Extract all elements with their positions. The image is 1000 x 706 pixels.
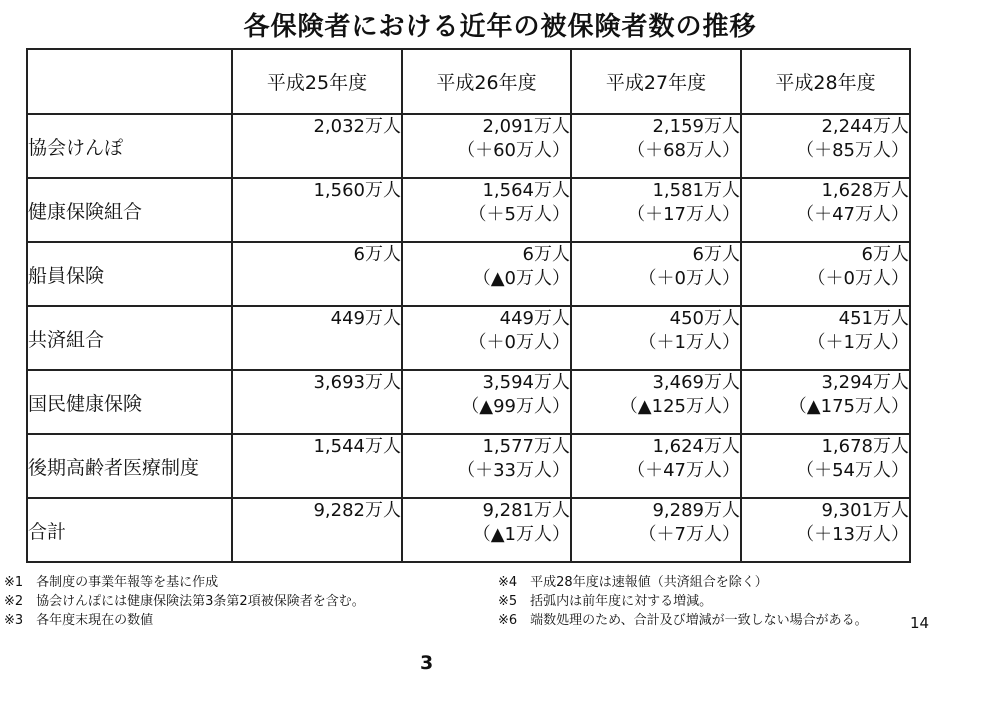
table-cell: [571, 114, 741, 178]
cell-change: （＋1万人）: [638, 332, 740, 353]
table-cell: [402, 114, 571, 178]
header-corner-cell: [27, 49, 232, 114]
cell-value: 2,091万人: [482, 116, 570, 137]
cell-change: （＋7万人）: [638, 524, 740, 545]
cell-change: （＋47万人）: [627, 460, 740, 481]
table-cell: [741, 178, 910, 242]
cell-value: 6万人: [522, 244, 570, 265]
cell-value: 1,624万人: [652, 436, 740, 457]
table-cell: [232, 434, 402, 498]
table-cell: [402, 178, 571, 242]
cell-value: 1,560万人: [313, 180, 401, 201]
cell-value: 1,544万人: [313, 436, 401, 457]
cell-value: 6万人: [692, 244, 740, 265]
note-3: ※3 各年度末現在の数値: [4, 613, 154, 628]
table-row: [27, 242, 910, 306]
cell-value: 3,469万人: [652, 372, 740, 393]
cell-change: （＋33万人）: [457, 460, 570, 481]
cell-value: 451万人: [838, 308, 909, 329]
note-4: ※4 平成28年度は速報値（共済組合を除く）: [498, 575, 768, 590]
note-6: ※6 端数処理のため、合計及び増減が一致しない場合がある。: [498, 613, 868, 628]
cell-value: 9,289万人: [652, 500, 740, 521]
cell-value: 2,244万人: [821, 116, 909, 137]
cell-value: 1,581万人: [652, 180, 740, 201]
table-cell: [232, 498, 402, 562]
cell-change: （▲125万人）: [619, 396, 740, 417]
table-cell: [232, 370, 402, 434]
table-cell: [741, 434, 910, 498]
cell-value: 6万人: [861, 244, 909, 265]
table-cell: [571, 434, 741, 498]
table-row: [27, 498, 910, 562]
cell-value: 1,628万人: [821, 180, 909, 201]
cell-change: （＋68万人）: [627, 140, 740, 161]
table-cell: [402, 306, 571, 370]
cell-value: 3,294万人: [821, 372, 909, 393]
table-cell: [232, 306, 402, 370]
page-number: 3: [420, 652, 434, 674]
note-5: ※5 括弧内は前年度に対する増減。: [498, 594, 713, 609]
table-cell: [402, 370, 571, 434]
header-year: 平成27年度: [571, 49, 741, 114]
cell-change: （▲175万人）: [788, 396, 909, 417]
cell-value: 3,693万人: [313, 372, 401, 393]
note-1: ※1 各制度の事業年報等を基に作成: [4, 575, 219, 590]
table-cell: [571, 178, 741, 242]
table-cell: [232, 178, 402, 242]
header-year: 平成26年度: [402, 49, 571, 114]
cell-change: （＋0万人）: [468, 332, 570, 353]
table-cell: [232, 114, 402, 178]
cell-change: （＋60万人）: [457, 140, 570, 161]
cell-value: 1,678万人: [821, 436, 909, 457]
row-label: 船員保険: [27, 242, 232, 306]
cell-value: 2,159万人: [652, 116, 740, 137]
table-row: [27, 434, 910, 498]
table-cell: [571, 370, 741, 434]
table-cell: [232, 242, 402, 306]
cell-value: 1,564万人: [482, 180, 570, 201]
cell-change: （＋0万人）: [638, 268, 740, 289]
table-cell: [741, 306, 910, 370]
cell-value: 1,577万人: [482, 436, 570, 457]
table-cell: [741, 370, 910, 434]
note-2: ※2 協会けんぽには健康保険法第3条第2項被保険者を含む。: [4, 594, 365, 609]
cell-change: （＋13万人）: [796, 524, 909, 545]
row-label: 健康保険組合: [27, 178, 232, 242]
cell-value: 9,281万人: [482, 500, 570, 521]
table-cell: [741, 242, 910, 306]
cell-change: （＋1万人）: [807, 332, 909, 353]
cell-change: （＋47万人）: [796, 204, 909, 225]
table-cell: [402, 498, 571, 562]
cell-change: （＋85万人）: [796, 140, 909, 161]
insured-count-table: [26, 48, 911, 563]
cell-value: 2,032万人: [313, 116, 401, 137]
cell-value: 6万人: [353, 244, 401, 265]
cell-value: 9,282万人: [313, 500, 401, 521]
cell-change: （＋17万人）: [627, 204, 740, 225]
cell-change: （＋0万人）: [807, 268, 909, 289]
table-row: [27, 114, 910, 178]
cell-value: 450万人: [669, 308, 740, 329]
page-title: 各保険者における近年の被保険者数の推移: [243, 12, 757, 42]
table-cell: [402, 434, 571, 498]
row-label: 国民健康保険: [27, 370, 232, 434]
table-cell: [571, 306, 741, 370]
cell-value: 449万人: [499, 308, 570, 329]
table-cell: [402, 242, 571, 306]
cell-change: （＋54万人）: [796, 460, 909, 481]
cell-value: 3,594万人: [482, 372, 570, 393]
cell-change: （▲99万人）: [461, 396, 570, 417]
row-label: 共済組合: [27, 306, 232, 370]
header-year: 平成28年度: [741, 49, 910, 114]
cell-value: 449万人: [330, 308, 401, 329]
table-cell: [741, 498, 910, 562]
cell-change: （▲0万人）: [472, 268, 570, 289]
row-label: 後期高齢者医療制度: [27, 434, 232, 498]
row-label: 協会けんぽ: [27, 114, 232, 178]
table-row: [27, 370, 910, 434]
header-year: 平成25年度: [232, 49, 402, 114]
row-label: 合計: [27, 498, 232, 562]
cell-change: （＋5万人）: [468, 204, 570, 225]
table-row: [27, 306, 910, 370]
table-row: [27, 178, 910, 242]
table-header-row: [27, 49, 910, 114]
cell-value: 9,301万人: [821, 500, 909, 521]
slide-number: 14: [910, 614, 930, 632]
table-cell: [571, 498, 741, 562]
table-cell: [571, 242, 741, 306]
table-cell: [741, 114, 910, 178]
cell-change: （▲1万人）: [472, 524, 570, 545]
